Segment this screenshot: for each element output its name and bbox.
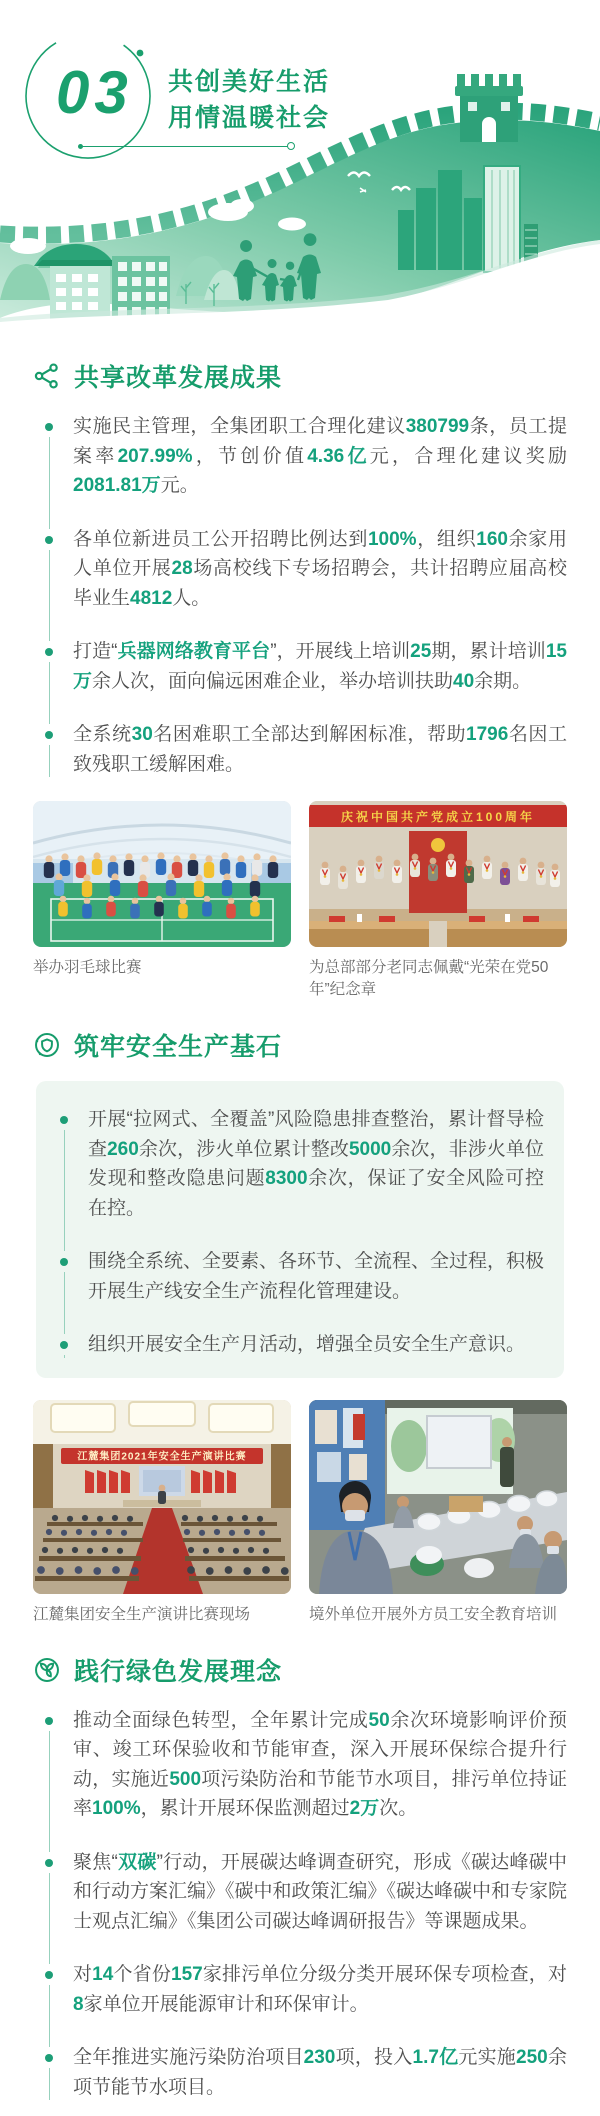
photo-overseas-training bbox=[309, 1400, 567, 1594]
title-underline bbox=[80, 146, 292, 147]
bullet-dot bbox=[45, 1717, 53, 1725]
bullet-dot bbox=[45, 648, 53, 656]
shield-icon bbox=[33, 1031, 61, 1059]
bullet-item bbox=[33, 1848, 567, 1937]
section-header-reform bbox=[33, 358, 567, 394]
bullet-text: 各单位新进员工公开招聘比例达到100%，组织160余家用人单位开展28场高校线下专场招聘会，共计招聘应届高校毕业生4812人。 bbox=[73, 528, 567, 609]
bullet-dot bbox=[45, 423, 53, 431]
photo-row-2 bbox=[33, 1400, 567, 1626]
bullet-dot bbox=[60, 1116, 68, 1124]
speaker bbox=[158, 1484, 166, 1503]
photo-badminton bbox=[33, 801, 291, 947]
bullet-item bbox=[33, 637, 567, 696]
bullet-item bbox=[48, 1330, 544, 1360]
bullet-text: 聚焦“双碳”行动，开展碳达峰调查研究，形成《碳达峰碳中和行动方案汇编》《碳中和政策汇编》《碳达峰碳中和专家院士观点汇编》《集团公司碳达峰调研报告》等课题成果。 bbox=[73, 1851, 568, 1932]
photo-speech-contest bbox=[33, 1400, 291, 1594]
photo-card-speech-contest bbox=[33, 1400, 291, 1626]
bullet-item bbox=[48, 1247, 544, 1306]
section-title: 筑牢安全生产基石 bbox=[74, 1033, 283, 1061]
photo-caption: 为总部部分老同志佩戴“光荣在党50年”纪念章 bbox=[309, 959, 549, 998]
share-nodes-icon bbox=[33, 362, 61, 390]
bullet-text: 推动全面绿色转型，全年累计完成50余次环境影响评价预审、竣工环保验收和节能审查，深入开展环保综合提升行动，实施近500项污染防治和节能节水项目，排污单位持证率100%，累计开展环保监测超过2万次。 bbox=[73, 1709, 567, 1819]
bullet-dot bbox=[45, 1859, 53, 1867]
photo-card-overseas-training bbox=[309, 1400, 567, 1626]
photo-card-badminton bbox=[33, 801, 291, 1001]
chapter-header bbox=[0, 0, 600, 332]
bullet-dot bbox=[60, 1341, 68, 1349]
photo-card-anniversary bbox=[309, 801, 567, 1001]
bullet-dot bbox=[45, 1971, 53, 1979]
bullet-dot bbox=[45, 731, 53, 739]
photo-banner-text: 庆祝中国共产党成立100周年 bbox=[340, 810, 536, 824]
photo-anniversary bbox=[309, 801, 567, 947]
bullet-item bbox=[33, 412, 567, 501]
bullet-dot bbox=[60, 1258, 68, 1266]
section-title: 践行绿色发展理念 bbox=[74, 1657, 283, 1686]
photo-caption: 境外单位开展外方员工安全教育培训 bbox=[309, 1605, 558, 1623]
section-header-green bbox=[33, 1652, 567, 1688]
watch-tower bbox=[455, 74, 523, 142]
bullet-text: 组织开展安全生产月活动，增强全员安全生产意识。 bbox=[88, 1334, 526, 1355]
chapter-title bbox=[168, 64, 330, 136]
bullet-text: 实施民主管理，全集团职工合理化建议380799条，员工提案率207.99%，节创价值4.36亿元，合理化建议奖励2081.81万元。 bbox=[73, 416, 567, 496]
bullet-text: 开展“拉网式、全覆盖”风险隐患排查整治，累计督导检查260余次，涉火单位累计整改5000余次，非涉火单位发现和整改隐患问题8300余次，保证了安全风险可控在控。 bbox=[88, 1109, 544, 1219]
chapter-title-line1: 共创美好生活 bbox=[168, 68, 331, 96]
section-header-safety bbox=[33, 1027, 567, 1063]
cardboard-box bbox=[449, 1496, 483, 1512]
leaf-icon bbox=[33, 1656, 61, 1684]
bullet-text: 全系统30名困难职工全部达到解困标准，帮助1796名因工致残职工缓解困难。 bbox=[73, 724, 567, 775]
bullet-item bbox=[48, 1105, 544, 1223]
chapter-number: 03 bbox=[56, 59, 133, 126]
safety-bullet-list bbox=[48, 1105, 544, 1360]
photo-caption: 江麓集团安全生产演讲比赛现场 bbox=[33, 1605, 251, 1623]
bullet-text: 打造“兵器网络教育平台”，开展线上培训25期，累计培训15万余人次，面向偏远困难企业，举办培训扶助40余期。 bbox=[73, 641, 567, 692]
bullet-text: 对14个省份157家排污单位分级分类开展环保专项检查，对8家单位开展能源审计和环保审计。 bbox=[73, 1964, 567, 2015]
bullet-item bbox=[33, 1706, 567, 1824]
bullet-item bbox=[33, 1960, 567, 2019]
bullet-dot bbox=[45, 2054, 53, 2062]
reform-bullet-list bbox=[33, 412, 567, 779]
bullet-dot bbox=[45, 536, 53, 544]
bullet-item bbox=[33, 720, 567, 779]
photo-banner-text: 江麓集团2021年安全生产演讲比赛 bbox=[77, 1451, 247, 1462]
section-title: 共享改革发展成果 bbox=[74, 364, 283, 392]
photo-caption: 举办羽毛球比赛 bbox=[33, 959, 142, 976]
bullet-text: 围绕全系统、全要素、各环节、全流程、全过程，积极开展生产线安全生产流程化管理建设。 bbox=[88, 1251, 545, 1302]
chapter-title-line2: 用情温暖社会 bbox=[168, 104, 331, 132]
bullet-text: 全年推进实施污染防治项目230项，投入1.7亿元实施250余项节能节水项目。 bbox=[73, 2047, 567, 2098]
green-bullet-list bbox=[33, 1706, 567, 2103]
safety-highlight-box bbox=[36, 1081, 564, 1378]
photo-row-1 bbox=[33, 801, 567, 1001]
bullet-item bbox=[33, 525, 567, 614]
bullet-item bbox=[33, 2043, 567, 2102]
